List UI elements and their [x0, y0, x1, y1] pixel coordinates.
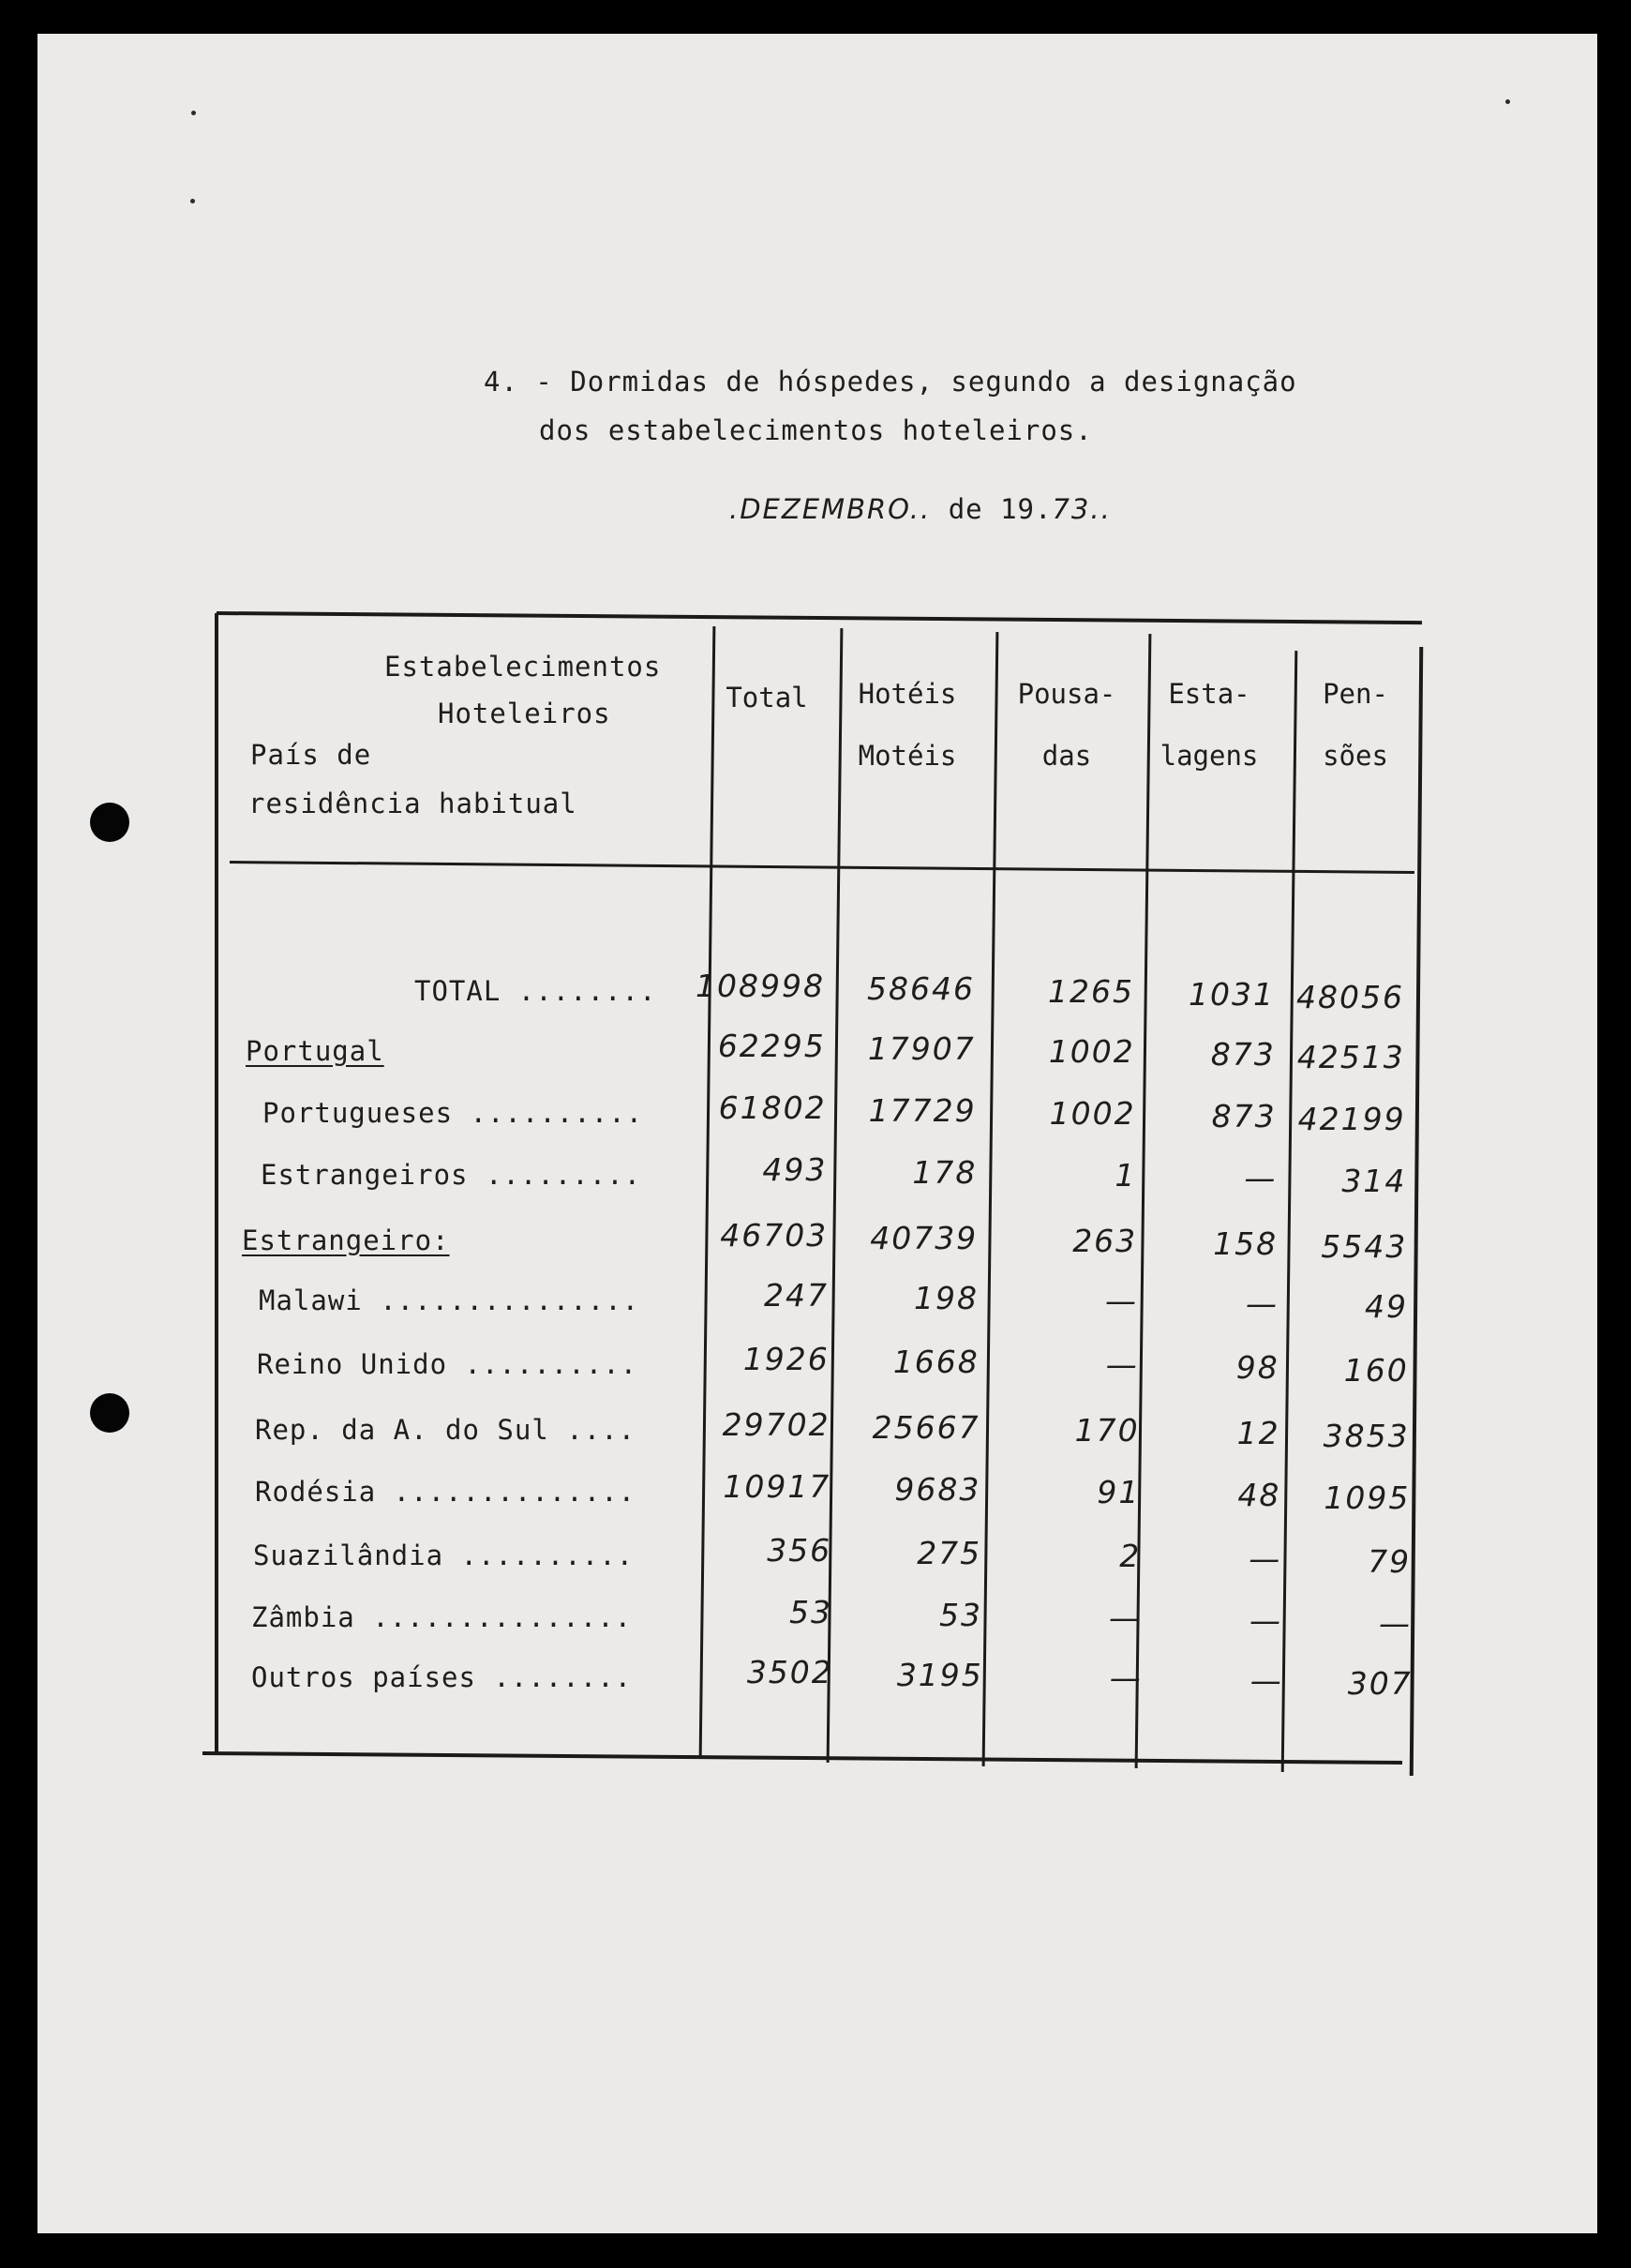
- row-value-3: 2: [1119, 1538, 1142, 1574]
- row-label: Estrangeiro:: [242, 1224, 450, 1256]
- row-value-4: 873: [1210, 1036, 1276, 1073]
- column-divider: [1281, 651, 1298, 1772]
- table-left-border: [215, 613, 218, 1755]
- row-label: Rodésia ..............: [255, 1476, 636, 1508]
- row-value-5: 42513: [1296, 1039, 1405, 1075]
- row-value-2: 198: [914, 1280, 979, 1316]
- row-value-3: —: [1105, 1346, 1139, 1383]
- row-value-2: 1668: [892, 1344, 980, 1380]
- row-value-1: 53: [789, 1594, 832, 1630]
- row-value-4: 12: [1236, 1415, 1280, 1451]
- row-value-1: 493: [762, 1151, 828, 1188]
- row-value-5: 307: [1347, 1665, 1413, 1702]
- row-value-3: 1: [1115, 1157, 1137, 1194]
- row-value-5: 160: [1343, 1352, 1409, 1389]
- table-header-rule: [230, 861, 1414, 874]
- heading-year: 73..: [1052, 493, 1112, 525]
- row-value-4: —: [1249, 1540, 1282, 1577]
- row-value-3: 170: [1074, 1412, 1140, 1449]
- row-label: TOTAL ........: [414, 975, 657, 1007]
- row-value-4: 98: [1235, 1349, 1279, 1386]
- row-value-3: 263: [1072, 1223, 1138, 1259]
- header-corner-bottom: País de: [250, 739, 372, 771]
- column-header-2-line1: Hotéis: [858, 678, 957, 710]
- row-value-2: 275: [917, 1535, 982, 1571]
- row-label: Rep. da A. do Sul ....: [255, 1414, 636, 1446]
- row-value-2: 53: [939, 1597, 982, 1633]
- column-divider: [827, 628, 844, 1763]
- row-label: Malawi ...............: [259, 1284, 640, 1316]
- row-label: Suazilândia ..........: [253, 1540, 635, 1571]
- header-corner-top: Estabelecimentos: [384, 651, 662, 683]
- row-value-2: 17729: [868, 1092, 977, 1129]
- row-value-2: 58646: [867, 970, 975, 1007]
- column-header-3-line1: Pousa-: [1017, 678, 1116, 710]
- row-value-3: —: [1109, 1660, 1143, 1696]
- row-label: Reino Unido ..........: [257, 1348, 638, 1380]
- row-value-2: 40739: [870, 1220, 979, 1256]
- row-value-5: —: [1379, 1605, 1412, 1642]
- heading-line-1: 4. - Dormidas de hóspedes, segundo a designação: [484, 366, 1297, 398]
- header-corner-top-2: Hoteleiros: [438, 698, 611, 729]
- row-label: Zâmbia ...............: [251, 1601, 633, 1633]
- row-value-1: 62295: [717, 1028, 826, 1064]
- row-value-1: 29702: [722, 1406, 830, 1443]
- table-top-border: [217, 611, 1422, 624]
- heading-month: .DEZEMBRO..: [729, 493, 932, 525]
- row-value-5: 49: [1365, 1288, 1408, 1325]
- heading-line-2: dos estabelecimentos hoteleiros.: [539, 414, 1093, 446]
- row-value-4: 158: [1213, 1225, 1279, 1262]
- column-header-5-line1: Pen-: [1323, 678, 1388, 710]
- row-value-3: 1002: [1049, 1095, 1136, 1132]
- row-value-4: —: [1249, 1662, 1283, 1699]
- row-value-2: 9683: [894, 1471, 981, 1508]
- row-value-2: 3195: [896, 1657, 983, 1693]
- row-label: Portugal: [246, 1035, 384, 1067]
- row-value-4: —: [1246, 1285, 1279, 1322]
- row-value-5: 314: [1341, 1163, 1407, 1199]
- row-value-5: 3853: [1323, 1418, 1410, 1454]
- column-header-4-line1: Esta-: [1168, 678, 1250, 710]
- row-value-2: 17907: [867, 1030, 976, 1067]
- row-value-5: 79: [1368, 1543, 1412, 1580]
- row-value-1: 46703: [720, 1217, 829, 1254]
- row-value-3: —: [1105, 1283, 1138, 1319]
- column-divider: [1135, 634, 1152, 1768]
- row-value-3: —: [1109, 1600, 1142, 1636]
- row-value-1: 1926: [742, 1341, 830, 1377]
- row-value-3: 1002: [1048, 1033, 1135, 1070]
- row-value-5: 1095: [1324, 1479, 1411, 1516]
- row-value-2: 25667: [872, 1409, 980, 1446]
- row-value-5: 5543: [1321, 1228, 1408, 1265]
- column-header-1-line1: Total: [726, 682, 808, 713]
- row-label: Estrangeiros .........: [261, 1159, 642, 1191]
- column-divider: [982, 632, 999, 1766]
- row-value-1: 247: [764, 1277, 829, 1314]
- row-value-3: 1265: [1048, 973, 1134, 1010]
- row-value-5: 42199: [1297, 1101, 1406, 1137]
- row-value-4: —: [1249, 1602, 1282, 1639]
- column-header-3-line2: das: [1041, 740, 1092, 772]
- row-value-4: 873: [1211, 1098, 1277, 1134]
- row-value-1: 10917: [723, 1468, 831, 1505]
- row-value-4: 1031: [1189, 976, 1275, 1013]
- row-value-1: 61802: [718, 1089, 827, 1126]
- row-value-4: 48: [1237, 1477, 1281, 1513]
- row-label: Portugueses ..........: [262, 1097, 644, 1129]
- row-value-2: 178: [912, 1154, 978, 1191]
- row-value-3: 91: [1097, 1474, 1141, 1510]
- table-bottom-border: [202, 1751, 1402, 1765]
- row-value-1: 108998: [696, 968, 825, 1004]
- heading-year-prefix: de 19.: [948, 493, 1053, 525]
- row-value-1: 356: [767, 1532, 832, 1569]
- column-divider: [699, 626, 716, 1759]
- row-value-5: 48056: [1296, 979, 1404, 1015]
- row-value-4: —: [1244, 1160, 1278, 1196]
- header-corner-bottom-2: residência habitual: [248, 788, 577, 819]
- row-label: Outros países ........: [251, 1661, 633, 1693]
- column-header-2-line2: Motéis: [858, 740, 957, 772]
- column-header-4-line2: lagens: [1160, 740, 1259, 772]
- column-header-5-line2: sões: [1323, 740, 1388, 772]
- row-value-1: 3502: [746, 1654, 833, 1690]
